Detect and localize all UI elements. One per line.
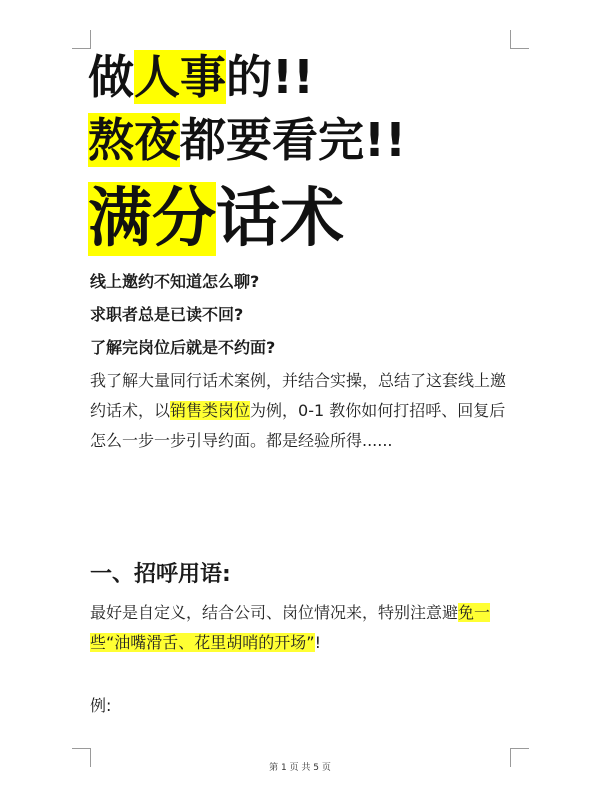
page-corner-mark-top-right xyxy=(510,30,529,49)
question-1: 线上邀约不知道怎么聊? xyxy=(90,272,260,291)
intro-paragraph xyxy=(90,366,520,456)
title-line-1 xyxy=(88,47,314,107)
section-text: 最好是自定义，结合公司、岗位情况来，特别注意避 xyxy=(90,603,459,622)
title-text: 都要看完!! xyxy=(180,113,406,167)
title-highlight: 人事 xyxy=(134,50,226,104)
question-2: 求职者总是已读不回? xyxy=(90,305,244,324)
page-number-footer: 第 1 页 共 5 页 xyxy=(269,763,331,773)
title-line-2 xyxy=(88,112,406,168)
title-highlight: 熬夜 xyxy=(88,113,180,167)
question-3: 了解完岗位后就是不约面? xyxy=(90,338,276,357)
title-line-3 xyxy=(88,178,344,260)
section-heading: 一、招呼用语: xyxy=(90,562,231,587)
intro-highlight: 销售类岗位 xyxy=(170,401,251,420)
intro-text: 我了解大量同行话术案例，并结合实操，总结了这套线上邀约话术，以 xyxy=(90,371,507,420)
section-paragraph xyxy=(90,598,520,658)
section-text: ! xyxy=(314,633,322,652)
title-text: 话术 xyxy=(216,182,344,256)
title-text: 的!! xyxy=(226,50,314,104)
title-highlight: 满分 xyxy=(88,182,216,256)
example-label: 例: xyxy=(90,696,112,715)
intro-text: 为例，0-1 教你如何打招呼、回复后怎么一步一步引导约面。都是经验所得...... xyxy=(90,401,506,450)
title-text: 做 xyxy=(88,50,134,104)
section-highlight: 免一些“油嘴滑舌、花里胡哨的开场” xyxy=(90,603,491,652)
